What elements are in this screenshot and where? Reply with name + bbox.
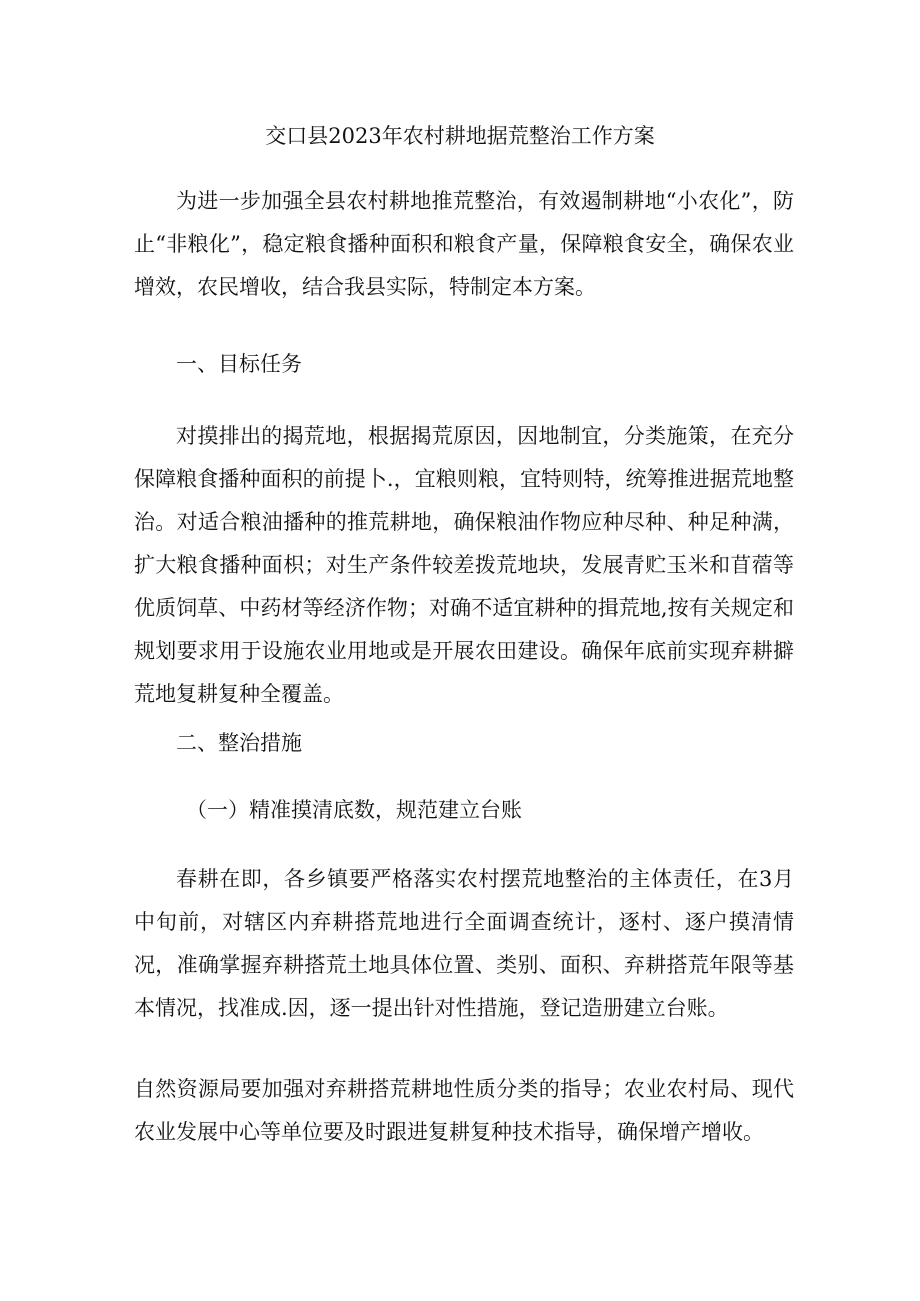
ledger-paragraph: 春耕在即，各乡镇要严格落实农村摆荒地整治的主体责任，在3月中旬前，对辖区内弃耕搭荒地进行全面调查统计，逐村、逐户摸清情况，准确掌握弃耕搭荒土地具体位置、类别、面积、弃耕搭荒年限等基本情况，找准成.因，逐一提出针对性措施，登记造册建立台账。 xyxy=(134,867,794,1020)
subsection-heading-ledger: （一）精准摸清底数，规范建立台账 xyxy=(186,798,522,822)
goals-paragraph: 对摸排出的揭荒地，根据揭荒原因，因地制宜，分类施策，在充分保障粮食播种面积的前提卜.，宜粮则粮，宜特则特，统筹推进据荒地整治。对适合粮油播种的推荒耕地，确保粮油作物应种尽种、种足种满，扩大粮食播种面枳；对生产条件较差拨荒地块，发展青贮玉米和苜蓿等优质饲草、中药材等经济作物；对确不适宜耕种的揖荒地,按有关规定和规划要求用于设施农业用地或是开展农田建设。确保年底前实现弃耕擗荒地复耕复种全覆盖。 xyxy=(134,424,794,706)
section-heading-goals: 一、目标任务 xyxy=(176,352,302,376)
intro-paragraph: 为进一步加强全县农村耕地推荒整治，有效遏制耕地“小农化”，防止“非粮化”，稳定粮食播种面积和粮食产量，保障粮食安全，确保农业增效，农民增收，结合我县实际，特制定本方案。 xyxy=(134,189,794,299)
section-heading-measures: 二、整治措施 xyxy=(176,731,302,755)
document-title: 交口县2023年农村耕地据荒整治工作方案 xyxy=(265,124,655,148)
closing-paragraph: 自然资源局要加强对弃耕搭荒耕地性质分类的指导；农业农村局、现代农业发展中心等单位要及时跟进复耕复种技术指导，确保增产增收。 xyxy=(134,1077,794,1144)
